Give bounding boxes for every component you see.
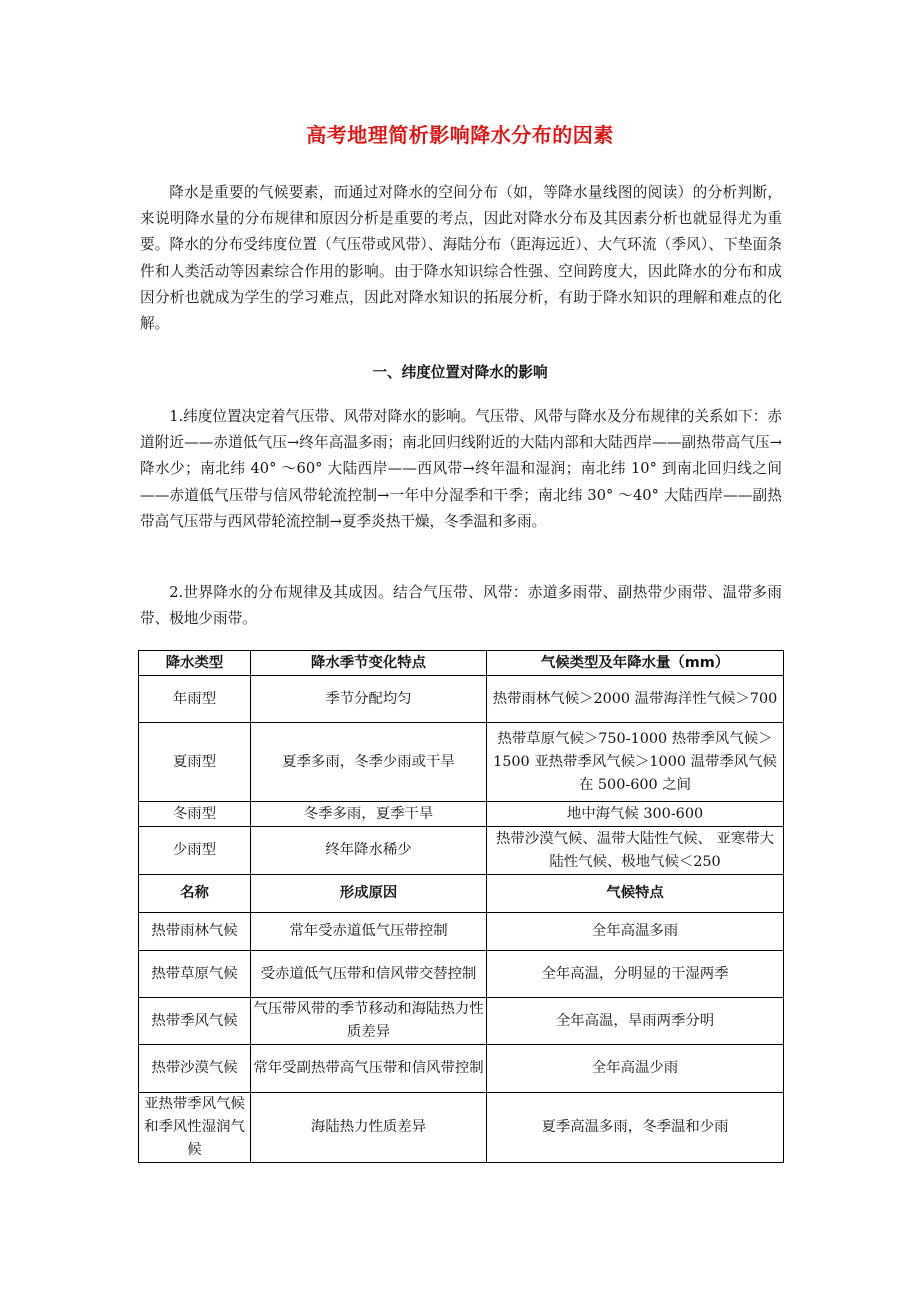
- table-row: [139, 802, 784, 827]
- table-cell: 常年受副热带高气压带和信风带控制: [251, 1045, 487, 1093]
- table-header-cell: 降水类型: [139, 651, 251, 676]
- table-cell: 热带沙漠气候: [139, 1045, 251, 1093]
- section-heading: 一、纬度位置对降水的影响: [372, 364, 548, 381]
- table-cell: 终年降水稀少: [251, 827, 487, 875]
- table-header-cell: 降水季节变化特点: [251, 651, 487, 676]
- table-cell: 热带草原气候: [139, 951, 251, 998]
- table-header-row: [139, 651, 784, 676]
- table-cell: 夏季多雨，冬季少雨或干旱: [251, 723, 487, 802]
- table-row: [139, 1045, 784, 1093]
- table-cell: 气压带风带的季节移动和海陆热力性质差异: [251, 998, 487, 1045]
- table-row: [139, 676, 784, 723]
- table-row: [139, 913, 784, 951]
- table-cell: 海陆热力性质差异: [251, 1093, 487, 1163]
- table-cell: 热带雨林气候: [139, 913, 251, 951]
- table-cell: 冬季多雨，夏季干旱: [251, 802, 487, 827]
- section-paragraph-2: 2.世界降水的分布规律及其成因。结合气压带、风带：赤道多雨带、副热带少雨带、温带多雨带、极地少雨带。: [140, 584, 782, 628]
- table-cell: 热带季风气候: [139, 998, 251, 1045]
- table-cell: 夏雨型: [139, 723, 251, 802]
- section-paragraph-1: 1.纬度位置决定着气压带、风带对降水的影响。气压带、风带与降水及分布规律的关系如下：赤道附近——赤道低气压→终年高温多雨；南北回归线附近的大陆内部和大陆西岸——副热带高气压→降水少；南北纬 40° ～60° 大陆西岸——西风带→终年温和湿润；南北纬 10° 到南北回归线之间——赤道低气压带与信风带轮流控制→一年中分湿季和干季；南北纬 30° ～40° 大陆西岸——副热带高气压带与西风带轮流控制→夏季炎热干燥，冬季温和多雨。: [140, 408, 782, 530]
- table-row: [139, 998, 784, 1045]
- table-cell: 热带草原气候＞750-1000 热带季风气候＞1500 亚热带季风气候＞1000 温带季风气候在 500-600 之间: [487, 723, 784, 802]
- table-header-row: [139, 875, 784, 913]
- table-row: [139, 1093, 784, 1163]
- precipitation-table: [138, 650, 784, 1163]
- table-row: [139, 951, 784, 998]
- table-cell: 亚热带季风气候和季风性湿润气候: [139, 1093, 251, 1163]
- table-cell: 受赤道低气压带和信风带交替控制: [251, 951, 487, 998]
- document-title: 高考地理简析影响降水分布的因素: [306, 123, 614, 147]
- table-cell: 全年高温多雨: [487, 913, 784, 951]
- table-cell: 夏季高温多雨，冬季温和少雨: [487, 1093, 784, 1163]
- table-cell: 全年高温少雨: [487, 1045, 784, 1093]
- intro-paragraph: 降水是重要的气候要素，而通过对降水的空间分布（如，等降水量线图的阅读）的分析判断，来说明降水量的分布规律和原因分析是重要的考点，因此对降水分布及其因素分析也就显得尤为重要。降水的分布受纬度位置（气压带或风带）、海陆分布（距海远近）、大气环流（季风）、下垫面条件和人类活动等因素综合作用的影响。由于降水知识综合性强、空间跨度大，因此降水的分布和成因分析也就成为学生的学习难点，因此对降水知识的拓展分析，有助于降水知识的理解和难点的化解。: [140, 184, 782, 333]
- table-cell: 全年高温，分明显的干湿两季: [487, 951, 784, 998]
- table-cell: 全年高温，旱雨两季分明: [487, 998, 784, 1045]
- table-header-cell: 名称: [139, 875, 251, 913]
- table-row: [139, 723, 784, 802]
- table-row: [139, 827, 784, 875]
- table-cell: 热带雨林气候＞2000 温带海洋性气候＞700: [487, 676, 784, 723]
- table-cell: 少雨型: [139, 827, 251, 875]
- table-cell: 热带沙漠气候、温带大陆性气候、 亚寒带大陆性气候、极地气候＜250: [487, 827, 784, 875]
- table-header-cell: 气候特点: [487, 875, 784, 913]
- table-cell: 季节分配均匀: [251, 676, 487, 723]
- table-cell: 常年受赤道低气压带控制: [251, 913, 487, 951]
- table-cell: 年雨型: [139, 676, 251, 723]
- table-header-cell: 气候类型及年降水量（mm）: [487, 651, 784, 676]
- table-cell: 地中海气候 300-600: [487, 802, 784, 827]
- table-cell: 冬雨型: [139, 802, 251, 827]
- table-header-cell: 形成原因: [251, 875, 487, 913]
